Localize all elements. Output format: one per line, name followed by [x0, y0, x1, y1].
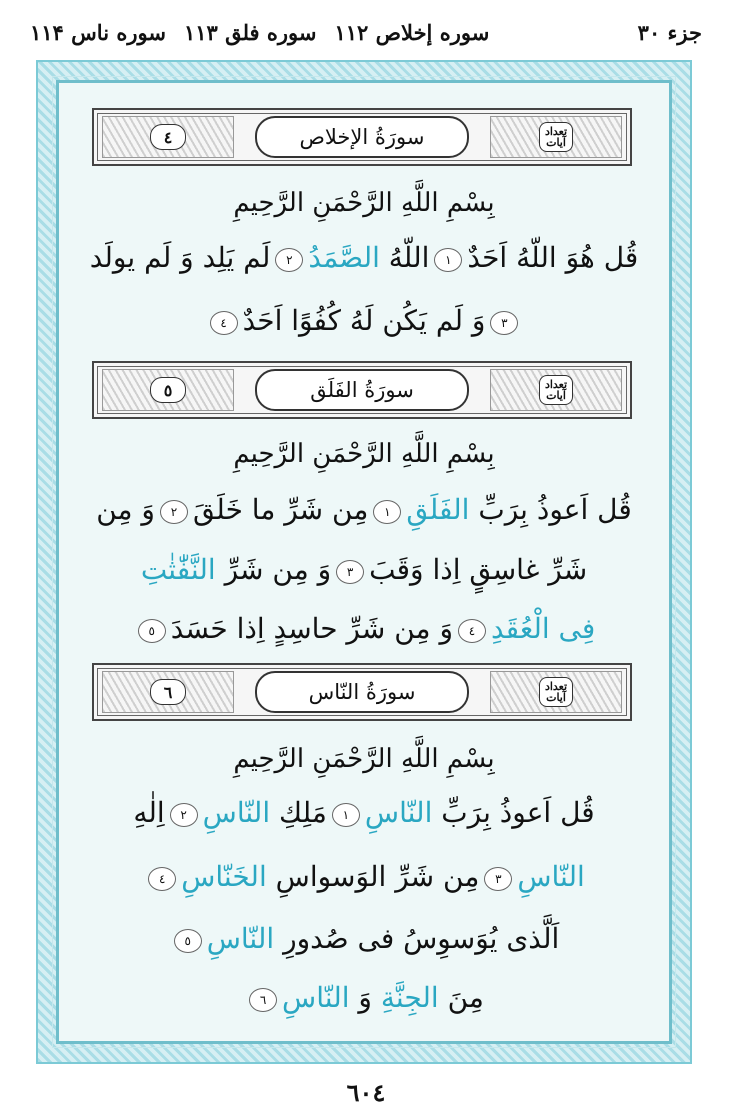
- ayah-marker: ٤: [458, 619, 486, 643]
- verse-text: مَلِكِ: [270, 796, 327, 829]
- highlighted-word: النّاسِ: [364, 796, 433, 829]
- ayat-count-label: تعداد آيات: [539, 375, 573, 405]
- verse-text: اِلٰهِ: [133, 796, 165, 829]
- surah-header-falaq: [92, 361, 632, 419]
- verse-text: قُل هُوَ اللّهُ اَحَدٌ: [467, 241, 639, 274]
- ayah-marker: ٣: [336, 560, 364, 584]
- ayat-count: ٦: [150, 679, 186, 705]
- verse-text: اللّهُ: [379, 241, 430, 274]
- verse-line: [70, 304, 658, 337]
- verse-text: وَ لَم يَكُن لَهُ كُفُوًا اَحَدٌ: [242, 304, 486, 337]
- verse-text: وَ: [349, 981, 381, 1014]
- verse-line: [70, 553, 658, 586]
- quran-content: [60, 96, 668, 1036]
- surah-header-nas: [92, 663, 632, 721]
- ayah-marker: ٥: [138, 619, 166, 643]
- basmala: بِسْمِ اللَّهِ الرَّحْمَنِ الرَّحِيمِ: [233, 188, 495, 218]
- basmala: بِسْمِ اللَّهِ الرَّحْمَنِ الرَّحِيمِ: [233, 439, 495, 469]
- ornament-left: [102, 116, 234, 158]
- verse-line: [70, 241, 658, 274]
- surah-nas-label: سوره ناس ۱۱۴: [30, 19, 166, 45]
- verse-line: [70, 981, 658, 1014]
- verse-text: مِن شَرِّ الوَسواسِ: [266, 860, 480, 893]
- ornament-right: [490, 116, 622, 158]
- verse-text: شَرِّ غاسِقٍ اِذا وَقَبَ: [369, 553, 588, 586]
- juz-label: جزء ۳۰: [637, 19, 702, 45]
- verse-text: وَ مِن شَرِّ: [215, 553, 332, 586]
- ayah-marker: ٣: [490, 311, 518, 335]
- ayah-marker: ١: [332, 803, 360, 827]
- basmala: بِسْمِ اللَّهِ الرَّحْمَنِ الرَّحِيمِ: [233, 744, 495, 774]
- surah-ikhlas-label: سوره إخلاص ۱۱۲: [334, 19, 490, 45]
- surah-title: سورَةُ الفَلَق: [255, 369, 469, 411]
- ayah-marker: ٥: [174, 929, 202, 953]
- surah-title: سورَةُ الإخلاص: [255, 116, 469, 158]
- highlighted-word: النّاسِ: [202, 796, 271, 829]
- verse-text: لَم يَلِد وَ لَم يولَد: [89, 241, 271, 274]
- verse-text: قُل اَعوذُ بِرَبِّ: [469, 493, 632, 526]
- ayah-marker: ١: [373, 500, 401, 524]
- ayah-marker: ٢: [170, 803, 198, 827]
- verse-line: [70, 922, 658, 955]
- ayat-count-label: تعداد آيات: [539, 677, 573, 707]
- highlighted-word: النَّفّٰثٰتِ: [140, 553, 216, 586]
- surah-header-ikhlas: [92, 108, 632, 166]
- ornament-left: [102, 369, 234, 411]
- ornament-right: [490, 671, 622, 713]
- ayah-marker: ٤: [148, 867, 176, 891]
- surah-list: [30, 20, 489, 45]
- ornament-right: [490, 369, 622, 411]
- ornament-left: [102, 671, 234, 713]
- page-header: [30, 14, 702, 50]
- verse-text: اَلَّذى يُوَسوِسُ فى صُدورِ: [274, 922, 560, 955]
- ayah-marker: ٢: [160, 500, 188, 524]
- highlighted-word: الخَنّاسِ: [181, 860, 267, 893]
- surah-title: سورَةُ النّاس: [255, 671, 469, 713]
- highlighted-word: الفَلَقِ: [406, 493, 470, 526]
- highlighted-word: النّاسِ: [282, 981, 350, 1014]
- verse-text: وَ مِن شَرِّ حاسِدٍ اِذا حَسَدَ: [170, 612, 453, 645]
- verse-text: قُل اَعوذُ بِرَبِّ: [432, 796, 595, 829]
- ayat-count-label: تعداد آيات: [539, 122, 573, 152]
- ayah-marker: ٤: [210, 311, 238, 335]
- ayat-count: ٤: [150, 124, 186, 150]
- verse-line: [70, 796, 658, 829]
- ayah-marker: ٦: [249, 988, 277, 1012]
- ayah-marker: ١: [434, 248, 462, 272]
- verse-line: [70, 860, 658, 893]
- verse-text: مِن شَرِّ ما خَلَقَ: [192, 493, 369, 526]
- verse-line: [70, 612, 658, 645]
- highlighted-word: النّاسِ: [206, 922, 275, 955]
- verse-line: [70, 493, 658, 526]
- ayah-marker: ٢: [275, 248, 303, 272]
- page-number: ٦٠٤: [346, 1078, 386, 1107]
- verse-text: مِنَ: [438, 981, 484, 1014]
- highlighted-word: الجِنَّةِ: [380, 981, 439, 1014]
- highlighted-word: الصَّمَدُ: [308, 241, 380, 274]
- verse-text: وَ مِن: [96, 493, 155, 526]
- highlighted-word: النّاسِ: [517, 860, 585, 893]
- ayat-count: ٥: [150, 377, 186, 403]
- highlighted-word: فِى الْعُقَدِ: [490, 612, 596, 645]
- surah-falaq-label: سوره فلق ۱۱۳: [183, 19, 317, 45]
- ayah-marker: ٣: [484, 867, 512, 891]
